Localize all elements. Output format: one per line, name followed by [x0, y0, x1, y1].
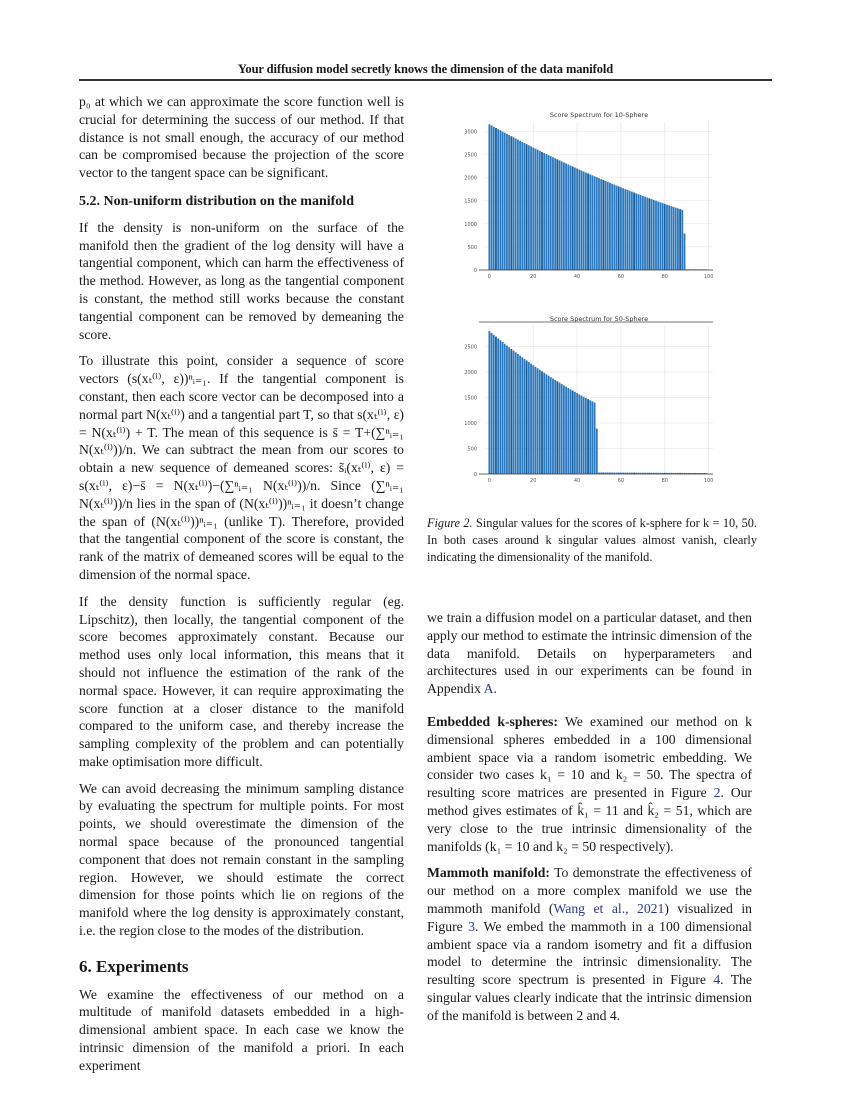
- paragraph: We can avoid decreasing the minimum sampling distance by evaluating the spectrum for multiple points. For most points, we should overestimate the dimension of the normal space because of the pronounced tangential component that does not remain constant in the sampling region. However, we should estimate the correct dimension for those points which lie on regions of the manifold where the log density is approximately constant, i.e. the region close to the modes of the distribution.: [79, 780, 404, 939]
- svg-text:Score Spectrum for 50-Sphere: Score Spectrum for 50-Sphere: [549, 315, 649, 323]
- svg-text:40: 40: [573, 274, 581, 280]
- svg-text:3000: 3000: [464, 129, 477, 136]
- run-in-heading: Mammoth manifold:: [427, 865, 550, 881]
- header-rule: [79, 79, 772, 81]
- left-column: [79, 93, 404, 1084]
- svg-text:2000: 2000: [464, 369, 477, 376]
- paragraph: We examine the effectiveness of our method on a multitude of manifold datasets embedded in a high-dimensional ambient space. In each case we know the intrinsic dimension of the manifold a priori. In each experiment: [79, 986, 404, 1073]
- svg-text:1000: 1000: [464, 221, 477, 228]
- right-column: [427, 609, 752, 1034]
- svg-text:Score Spectrum for 10-Sphere: Score Spectrum for 10-Sphere: [549, 111, 649, 119]
- svg-text:2500: 2500: [464, 344, 477, 351]
- svg-text:1500: 1500: [464, 395, 477, 402]
- svg-text:60: 60: [617, 274, 625, 280]
- svg-text:20: 20: [530, 274, 537, 280]
- paragraph: Embedded k-spheres: We examined our method on k dimensional spheres embedded in a 100 dimensional ambient space via a random isometric embedding. We consider two cases k₁ = 10 and k₂ = 50. The spectra of resulting score matrices are presented in Figure 2. Our method gives estimates of k̂₁ = 11 and k̂₂ = 51, which are very close to the true intrinsic dimensionality of the manifolds (k₁ = 10 and k₂ = 50 respectively).: [427, 713, 752, 854]
- figure-link[interactable]: 4: [713, 972, 721, 988]
- svg-text:0: 0: [473, 472, 477, 478]
- svg-text:80: 80: [661, 478, 668, 484]
- svg-text:0: 0: [487, 274, 491, 280]
- svg-text:1000: 1000: [464, 420, 477, 427]
- svg-text:100: 100: [703, 478, 714, 484]
- paragraph: If the density is non-uniform on the surface of the manifold then the gradient of the log density will have a tangential component, which can harm the effectiveness of the method. However, as long as the tangential component is constant, the method still works because the constant tangential component can be removed by demeaning the score.: [79, 219, 404, 342]
- svg-text:20: 20: [530, 478, 537, 484]
- figure-caption: [427, 515, 757, 566]
- svg-text:2000: 2000: [464, 175, 477, 182]
- running-title: Your diffusion model secretly knows the dimension of the data manifold: [237, 62, 614, 76]
- caption-label: Figure 2.: [427, 516, 473, 530]
- paragraph: To illustrate this point, consider a sequence of score vectors (s(xₜ⁽ⁱ⁾, ε))ⁿᵢ₌₁. If the tangential component is constant, then each score vector can be decomposed into a normal part N(xₜ⁽ⁱ⁾) and a tangential part T, so that s(xₜ⁽ⁱ⁾, ε) = N(xₜ⁽ⁱ⁾) + T. The mean of this sequence is s̄ = T+(∑ⁿᵢ₌₁ N(xₜ⁽ⁱ⁾))/n. We can subtract the mean from our scores to obtain a new sequence of demeaned scores: s̃ᵢ(xₜ⁽ⁱ⁾, ε) = s(xₜ⁽ⁱ⁾, ε)−s̄ = N(xₜ⁽ⁱ⁾)−(∑ⁿᵢ₌₁ N(xₜ⁽ⁱ⁾))/n. Since (∑ⁿᵢ₌₁ N(xₜ⁽ⁱ⁾))/n lies in the span of (N(xₜ⁽ⁱ⁾))ⁿᵢ₌₁ it doesn’t change the span of (N(xₜ⁽ⁱ⁾))ⁿᵢ₌₁ (unlike T). Therefore, provided that the tangential component of the score is constant, the rank of the matrix of demeaned scores will be equal to the dimension of the normal space.: [79, 353, 404, 582]
- chart-10-sphere: [445, 108, 720, 288]
- figure-link[interactable]: 2: [713, 785, 721, 801]
- citation-link[interactable]: Wang et al., 2021: [553, 900, 665, 916]
- paragraph: we train a diffusion model on a particular dataset, and then apply our method to estimate the intrinsic dimension of the data manifold. Details on hyperparameters and architectures used in our experiments can be found in Appendix A.: [427, 610, 752, 697]
- svg-text:0: 0: [473, 268, 477, 274]
- svg-text:500: 500: [467, 244, 477, 251]
- svg-text:500: 500: [467, 446, 477, 453]
- svg-text:2500: 2500: [464, 152, 477, 159]
- svg-text:40: 40: [573, 478, 581, 484]
- figure-link[interactable]: 3: [468, 918, 475, 934]
- svg-text:100: 100: [703, 274, 714, 280]
- section-heading: 5.2. Non-uniform distribution on the manifold: [79, 193, 354, 209]
- run-in-heading: Embedded k-spheres:: [427, 713, 558, 729]
- paragraph: If the density function is sufficiently regular (eg. Lipschitz), then locally, the tangential component of the score becomes approximately constant. Because our method uses only local information, this means that it should not influence the estimation of the rank of the normal space. However, it can require approximating the score function at a closer distance to the manifold compared to the uniform case, and thereby increase the sampling complexity of the problem and can potentially make optimisation more difficult.: [79, 593, 404, 769]
- paragraph: Mammoth manifold: To demonstrate the effectiveness of our method on a more complex manifold we use the mammoth manifold (Wang et al., 2021) visualized in Figure 3. We embed the mammoth in a 100 dimensional ambient space via a random isometry and fit a diffusion model to determine the intrinsic dimensionality. The resulting score spectrum is presented in Figure 4. The singular values clearly indicate that the intrinsic dimension of the manifold is between 2 and 4.: [427, 865, 753, 1023]
- svg-text:0: 0: [487, 478, 491, 484]
- caption-text: Singular values for the scores of k-sphere for k = 10, 50. In both cases around k singular values almost vanish, clearly indicating the dimensionality of the manifold.: [427, 516, 757, 564]
- svg-text:60: 60: [617, 478, 625, 484]
- paragraph: p₀ at which we can approximate the score function well is crucial for determining the success of our method. If that distance is not small enough, the accuracy of our method can be compromised because the projection of the score vector to the tangent space can be significant.: [79, 94, 404, 181]
- svg-text:80: 80: [661, 274, 668, 280]
- svg-text:1500: 1500: [464, 198, 477, 205]
- appendix-link[interactable]: A: [483, 681, 494, 697]
- section-heading: 6. Experiments: [79, 956, 189, 976]
- chart-50-sphere: [445, 312, 720, 492]
